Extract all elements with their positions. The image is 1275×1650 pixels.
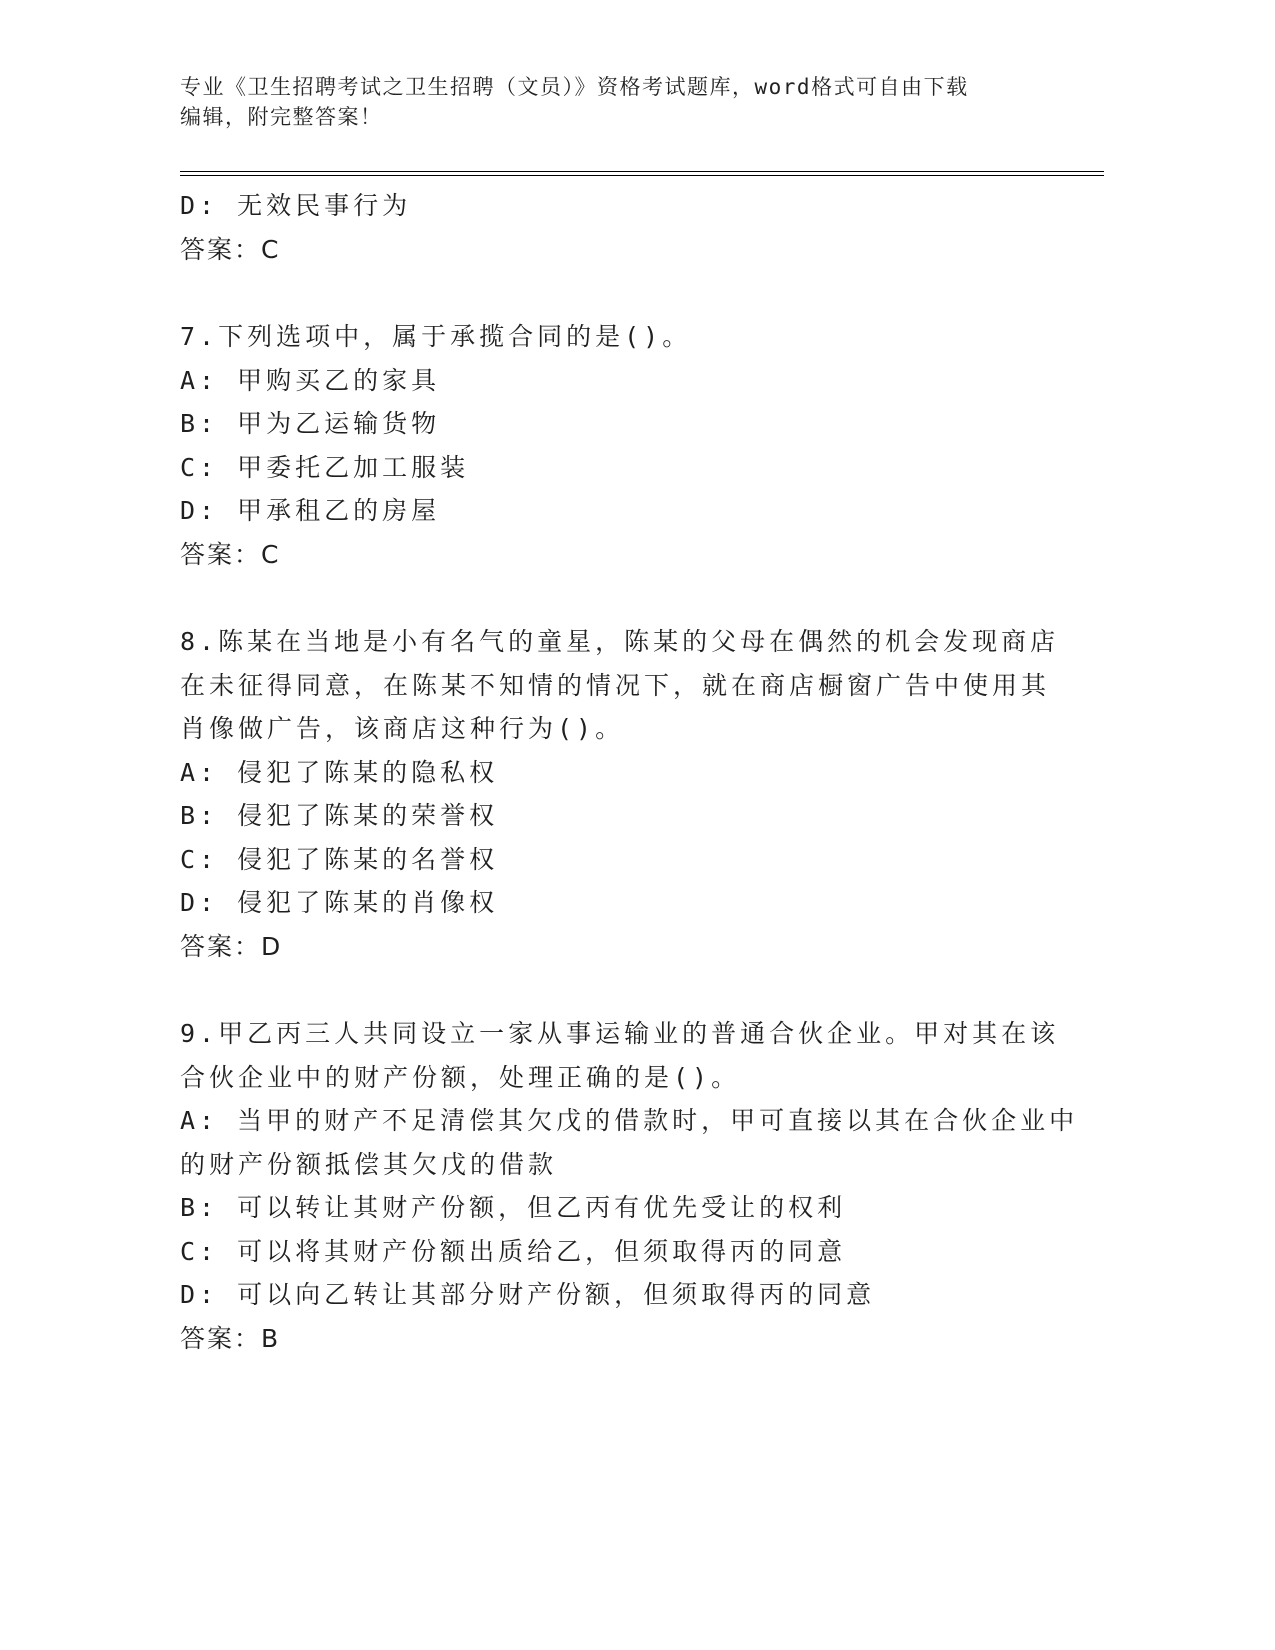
q7-option-a: A: 甲购买乙的家具 — [180, 366, 441, 395]
q9-option-c: C: 可以将其财产份额出质给乙，但须取得丙的同意 — [180, 1237, 847, 1266]
q7-answer: 答案：C — [180, 540, 281, 569]
q7-option-c: C: 甲委托乙加工服装 — [180, 453, 470, 482]
q9-option-d: D: 可以向乙转让其部分财产份额，但须取得丙的同意 — [180, 1280, 876, 1309]
prev-option-d: D: 无效民事行为 — [180, 191, 412, 220]
q9-option-a-line-1: A: 当甲的财产不足清偿其欠戊的借款时，甲可直接以其在合伙企业中 — [180, 1106, 1079, 1135]
q8-stem-line-2: 在未征得同意，在陈某不知情的情况下，就在商店橱窗广告中使用其 — [180, 671, 1051, 700]
page-header — [180, 72, 1040, 132]
q7-option-d: D: 甲承租乙的房屋 — [180, 496, 441, 525]
q8-option-b: B: 侵犯了陈某的荣誉权 — [180, 801, 499, 830]
header-divider-top — [180, 171, 1104, 172]
header-line-1: 专业《卫生招聘考试之卫生招聘（文员）》资格考试题库，word格式可自由下载 — [180, 75, 969, 99]
q8-stem-line-1: 8.陈某在当地是小有名气的童星，陈某的父母在偶然的机会发现商店 — [180, 627, 1060, 656]
q9-stem-line-1: 9.甲乙丙三人共同设立一家从事运输业的普通合伙企业。甲对其在该 — [180, 1019, 1060, 1048]
header-line-2: 编辑，附完整答案！ — [180, 105, 383, 129]
q8-option-c: C: 侵犯了陈某的名誉权 — [180, 845, 499, 874]
q9-option-b: B: 可以转让其财产份额，但乙丙有优先受让的权利 — [180, 1193, 847, 1222]
q7-option-b: B: 甲为乙运输货物 — [180, 409, 441, 438]
q8-answer: 答案：D — [180, 932, 283, 961]
q9-answer: 答案：B — [180, 1324, 281, 1353]
q8-option-d: D: 侵犯了陈某的肖像权 — [180, 888, 499, 917]
q9-option-a-line-2: 的财产份额抵偿其欠戊的借款 — [180, 1150, 558, 1179]
q8-stem-line-3: 肖像做广告，该商店这种行为()。 — [180, 714, 625, 743]
header-divider-bottom — [180, 175, 1104, 176]
q9-stem-line-2: 合伙企业中的财产份额，处理正确的是()。 — [180, 1063, 741, 1092]
q7-stem: 7.下列选项中，属于承揽合同的是()。 — [180, 322, 692, 351]
prev-answer: 答案：C — [180, 235, 281, 264]
q8-option-a: A: 侵犯了陈某的隐私权 — [180, 758, 499, 787]
